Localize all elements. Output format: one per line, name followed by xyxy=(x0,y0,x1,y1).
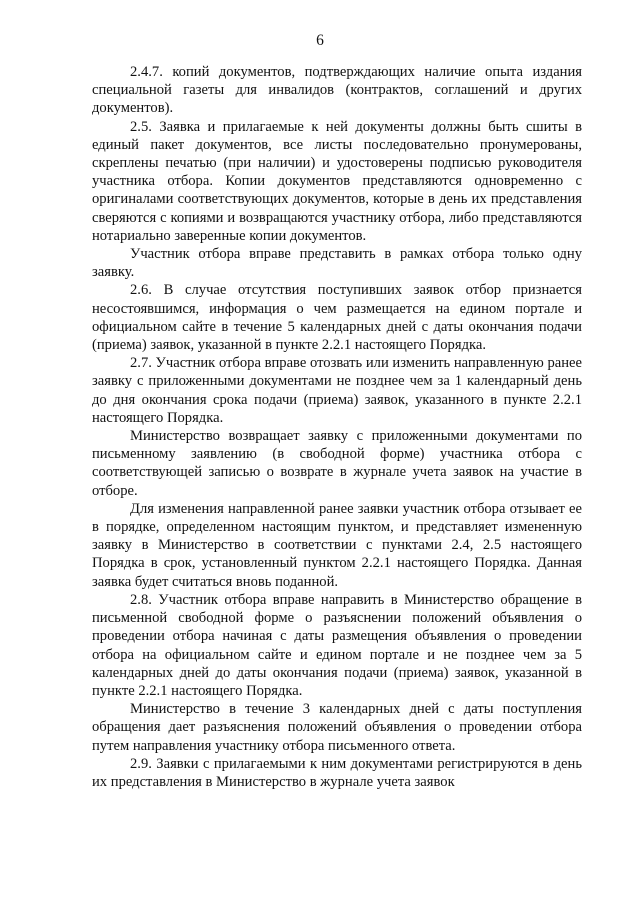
paragraph-2-4-7: 2.4.7. копий документов, подтверждающих наличие опыта издания специальной газеты для инвалидов (контрактов, соглашений и других документов). xyxy=(92,64,582,117)
paragraph-one-application: Участник отбора вправе представить в рамках отбора только одну заявку. xyxy=(92,246,582,281)
paragraph-2-8: 2.8. Участник отбора вправе направить в Министерство обращение в письменной свободной форме о разъяснении положений объявления о проведении отбора начиная с даты размещения объявления о проведении отбора на официальном сайте и едином портале и не позднее чем за 5 календарных дней до даты окончания подачи (приема) заявок, указанной в пункте 2.2.1 настоящего Порядка. xyxy=(92,591,582,699)
paragraph-ministry-clarifies: Министерство в течение 3 календарных дней с даты поступления обращения дает разъяснения положений объявления о проведении отбора путем направления участнику отбора письменного ответа. xyxy=(92,701,582,754)
paragraph-ministry-returns: Министерство возвращает заявку с приложенными документами по письменному заявлению (в свободной форме) участника отбора с соответствующей записью о возврате в журнале учета заявок на участие в отборе. xyxy=(92,428,582,499)
paragraph-2-5: 2.5. Заявка и прилагаемые к ней документы должны быть сшиты в единый пакет документов, все листы последовательно пронумерованы, скреплены печатью (при наличии) и удостоверены подписью руководителя участника отбора. Копии документов представляются одновременно с оригиналами соответствующих документов, которые в день их представления сверяются с копиями и возвращаются участнику отбора, либо представляются нотариально заверенные копии документов. xyxy=(92,118,582,244)
paragraph-change-application: Для изменения направленной ранее заявки участник отбора отзывает ее в порядке, определенном настоящим пунктом, и представляет измененную заявку в Министерство в соответствии с пунктами 2.4, 2.5 настоящего Порядка в срок, установленный пунктом 2.2.1 настоящего Порядка. Данная заявка будет считаться вновь поданной. xyxy=(92,500,582,590)
document-body xyxy=(92,63,582,791)
paragraph-2-9: 2.9. Заявки с прилагаемыми к ним документами регистрируются в день их представления в Министерство в журнале учета заявок xyxy=(92,755,582,790)
page-number: 6 xyxy=(316,32,324,49)
paragraph-2-6: 2.6. В случае отсутствия поступивших заявок отбор признается несостоявшимся, информация о чем размещается на едином портале и официальном сайте в течение 5 календарных дней с даты окончания подачи (приема) заявок, указанной в пункте 2.2.1 настоящего Порядка. xyxy=(92,282,582,354)
paragraph-2-7: 2.7. Участник отбора вправе отозвать или изменить направленную ранее заявку с приложенными документами не позднее чем за 1 календарный день до дня окончания срока подачи (приема) заявок, указанного в пункте 2.2.1 настоящего Порядка. xyxy=(92,355,582,426)
